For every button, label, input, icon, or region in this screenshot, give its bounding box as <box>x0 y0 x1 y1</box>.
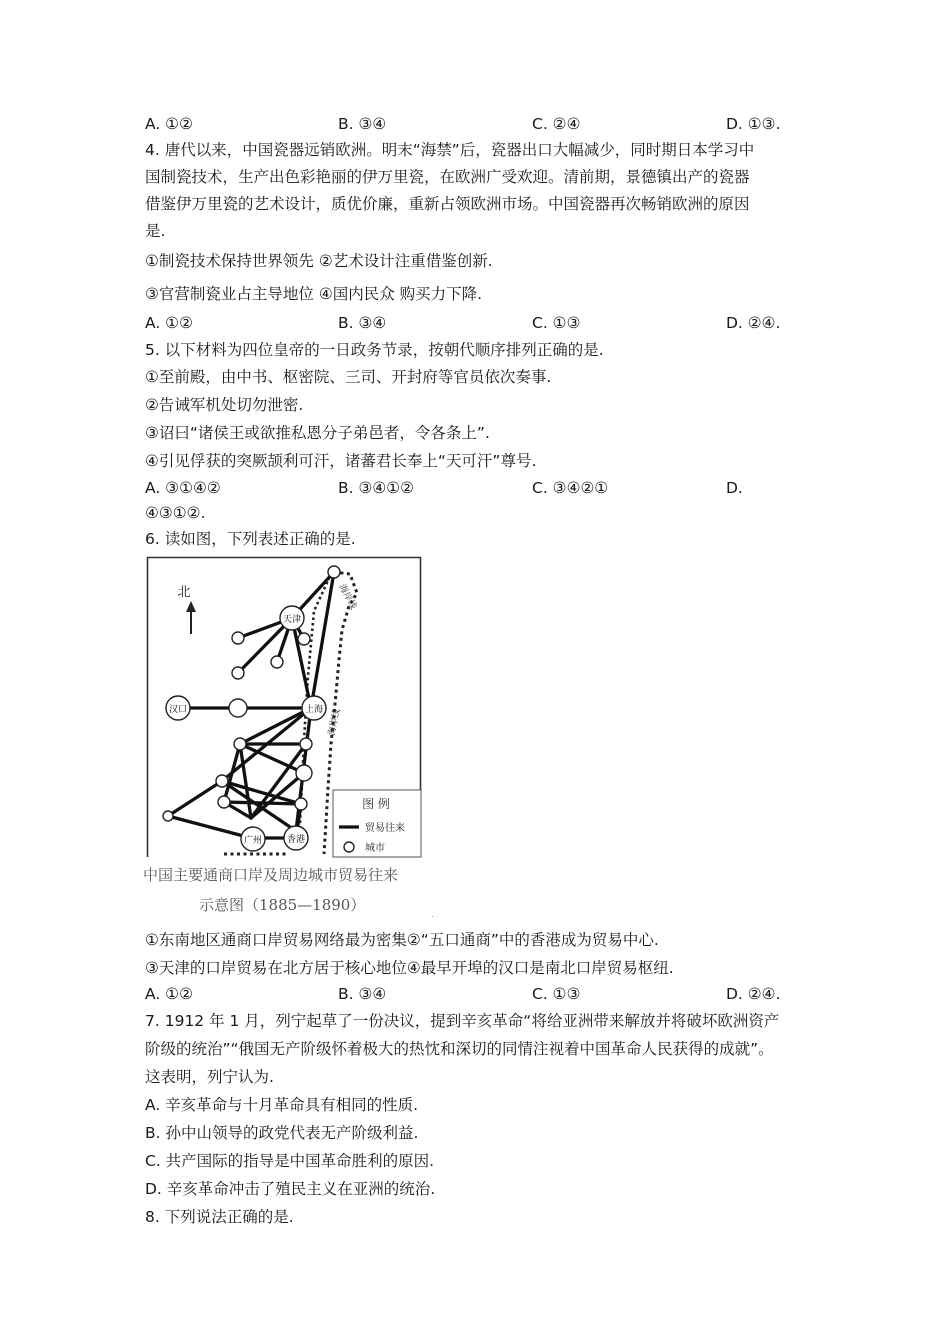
q8-stem: 8. 下列说法正确的是. <box>145 1208 294 1226</box>
q5-option-d[interactable]: D. <box>726 479 743 497</box>
q6-options <box>145 983 795 1005</box>
q5-option-b[interactable]: B. ③④①② <box>338 479 415 497</box>
q3-option-d[interactable]: D. ①③. <box>726 115 781 133</box>
map-legend <box>333 790 421 857</box>
q6-option-c[interactable]: C. ①③ <box>532 985 581 1003</box>
legend-city-label: 城市 <box>365 843 385 854</box>
city-guangzhou <box>241 827 265 851</box>
north-label: 北 <box>177 585 191 600</box>
q7-option-d[interactable]: D. 辛亥革命冲击了殖民主义在亚洲的统治. <box>145 1180 436 1198</box>
coastline-label-top: 海岸线 <box>336 582 358 612</box>
q5-option-d-continued: ④③①②. <box>145 504 206 522</box>
city-tianjin <box>280 606 304 630</box>
north-arrow-icon <box>186 601 196 634</box>
q5-option-c[interactable]: C. ③④②① <box>532 479 609 497</box>
q5-item-2: ②告诫军机处切勿泄密. <box>145 396 304 414</box>
legend-city-icon <box>344 842 354 852</box>
q7-stem-line-3: 这表明，列宁认为. <box>145 1068 274 1086</box>
q3-option-a[interactable]: A. ①② <box>145 115 193 133</box>
q5-item-4: ④引见俘获的突厥颉利可汗，诸蕃君长奉上“天可汗”尊号. <box>145 452 537 470</box>
city-hongkong <box>284 826 308 850</box>
q6-item-line-1: ①东南地区通商口岸贸易网络最为密集②“五口通商”中的香港成为贸易中心. <box>145 931 659 949</box>
q4-options <box>145 312 795 334</box>
trade-map <box>146 556 422 858</box>
city-hankou <box>166 696 190 720</box>
q7-option-c[interactable]: C. 共产国际的指导是中国革命胜利的原因. <box>145 1152 435 1170</box>
q6-option-d[interactable]: D. ②④. <box>726 985 781 1003</box>
q5-option-a[interactable]: A. ③①④② <box>145 479 221 497</box>
city-label-guangzhou: 广州 <box>243 836 263 846</box>
q3-option-c[interactable]: C. ②④ <box>532 115 581 133</box>
q3-option-b[interactable]: B. ③④ <box>338 115 387 133</box>
q7-stem-line-2: 阶级的统治”“俄国无产阶级怀着极大的热忱和深切的同情注视着中国革命人民获得的成就”。 <box>145 1040 774 1058</box>
q5-item-1: ①至前殿，由中书、枢密院、三司、开封府等官员依次奏事. <box>145 368 552 386</box>
q4-item-line-1: ①制瓷技术保持世界领先 ②艺术设计注重借鉴创新. <box>145 252 493 270</box>
city-label-hankou: 汉口 <box>168 705 188 715</box>
q6-option-b[interactable]: B. ③④ <box>338 985 387 1003</box>
q6-item-line-2: ③天津的口岸贸易在北方居于核心地位④最早开埠的汉口是南北口岸贸易枢纽. <box>145 959 674 977</box>
city-shanghai <box>302 696 326 720</box>
city-label-shanghai: 上海 <box>304 705 324 715</box>
q4-option-b[interactable]: B. ③④ <box>338 314 387 332</box>
q4-stem-line-1: 4. 唐代以来，中国瓷器远销欧洲。明末“海禁”后，瓷器出口大幅减少，同时期日本学习中 <box>145 141 755 159</box>
q5-options <box>145 477 795 499</box>
q4-option-a[interactable]: A. ①② <box>145 314 193 332</box>
caption-dot: . <box>431 910 434 919</box>
q5-item-3: ③诏曰“诸侯王或欲推私恩分子弟邑者，令各条上”. <box>145 424 490 442</box>
q4-stem-line-3: 借鉴伊万里瓷的艺术设计，质优价廉，重新占领欧洲市场。中国瓷器再次畅销欧洲的原因 <box>145 195 750 213</box>
q7-option-b[interactable]: B. 孙中山领导的政党代表无产阶级利益. <box>145 1124 419 1142</box>
map-caption-line-2: 示意图（1885—1890） <box>199 896 366 914</box>
city-label-hongkong: 香港 <box>286 835 306 845</box>
q4-item-line-2: ③官营制瓷业占主导地位 ④国内民众 购买力下降. <box>145 285 483 303</box>
legend-trade-label: 贸易往来 <box>365 823 405 834</box>
q4-stem-line-4: 是. <box>145 222 166 240</box>
q4-stem-line-2: 国制瓷技术，生产出色彩艳丽的伊万里瓷，在欧洲广受欢迎。清前期，景德镇出产的瓷器 <box>145 168 750 186</box>
q6-option-a[interactable]: A. ①② <box>145 985 193 1003</box>
q6-stem: 6. 读如图，下列表述正确的是. <box>145 530 356 548</box>
city-label-tianjin: 天津 <box>282 615 302 625</box>
q7-option-a[interactable]: A. 辛亥革命与十月革命具有相同的性质. <box>145 1096 419 1114</box>
legend-title: 图 例 <box>362 797 390 811</box>
coastline-label-bottom: 海岸线 <box>327 708 343 737</box>
map-caption-line-1: 中国主要通商口岸及周边城市贸易往来 <box>143 866 399 884</box>
q4-option-d[interactable]: D. ②④. <box>726 314 781 332</box>
q5-stem: 5. 以下材料为四位皇帝的一日政务节录，按朝代顺序排列正确的是. <box>145 341 604 359</box>
q3-options <box>145 113 795 135</box>
q4-option-c[interactable]: C. ①③ <box>532 314 581 332</box>
q7-stem-line-1: 7. 1912 年 1 月，列宁起草了一份决议，提到辛亥革命“将给亚洲带来解放并将破坏欧洲资产 <box>145 1012 780 1030</box>
